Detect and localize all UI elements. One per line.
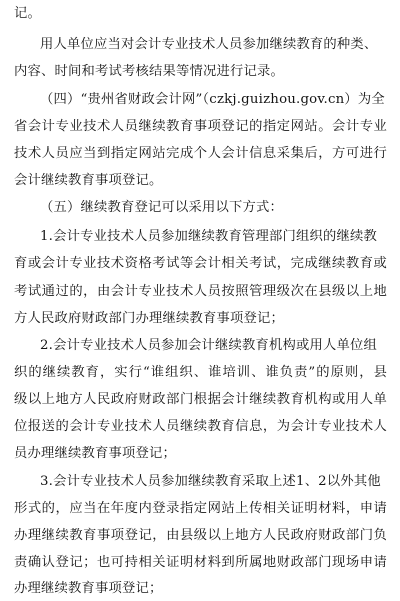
- text-line: 方人民政府财政部门办理继续教育事项登记；: [14, 311, 284, 326]
- text-line: 会计继续教育事项登记。: [14, 173, 163, 188]
- text-line: 级 以 上 地 方 人 民 政 府 财 政 部 门 根 据 会 计 继 续 教 育 机 构 或 用 人 单: [14, 392, 387, 407]
- text-line: 内容、时间和考试考核结果等情况进行记录。: [14, 64, 284, 79]
- text-line: 1.会计专业技术人员参加继续教育管理部门组织的继续教: [40, 229, 378, 244]
- text-line: 办 理 继 续 教 育 事 项 登 记 ， 由 县 级 以 上 地 方 人 民 政 府 财 政 部 门 负: [14, 528, 387, 543]
- text-line: 织 的 继 续 教 育 ， 实 行 “ 谁 组 织 、 谁 培 训 、 谁 负 责 ” 的 原 则 ， 县: [14, 365, 387, 380]
- text-line: 2.会计专业技术人员参加会计继续教育机构或用人单位组: [40, 338, 378, 353]
- text-line: 技 术 人 员 应 当 到 指 定 网 站 完 成 个 人 会 计 信 息 采 集 后 ， 方 可 进 行: [14, 146, 387, 161]
- text-line: 办理继续教育事项登记；: [14, 581, 163, 596]
- text-line: 3.会计专业技术人员参加继续教育采取上述1、2以外其他: [40, 474, 381, 489]
- text-line: 省 会 计 专 业 技 术 人 员 继 续 教 育 事 项 登 记 的 指 定 网 站 。 会 计 专 业: [14, 119, 387, 134]
- text-line: 考 试 通 过 的 ， 由 会 计 专 业 技 术 人 员 按 照 管 理 级 次 在 县 级 以 上 地: [14, 284, 387, 299]
- section-heading: （五）继续教育登记可以采用以下方式：: [40, 200, 283, 215]
- text-line: （四）“贵州省财政会计网”（czkj.guizhou.gov.cn）为全: [40, 92, 385, 107]
- text-line: 育 或 会 计 专 业 技 术 资 格 考 试 等 会 计 相 关 考 试 ， 完 成 继 续 教 育 或: [14, 256, 387, 271]
- text-line: 形 式 的 ， 应 当 在 年 度 内 登 录 指 定 网 站 上 传 相 关 证 明 材 料 ， 申 请: [14, 501, 387, 516]
- text-line: 责 确 认 登 记 ； 也 可 持 相 关 证 明 材 料 到 所 属 地 财 政 部 门 现 场 申 请: [14, 555, 387, 570]
- text-line: 记。: [14, 6, 41, 21]
- text-line: 位 报 送 的 会 计 专 业 技 术 人 员 继 续 教 育 信 息 ， 为 会 计 专 业 技 术 人: [14, 419, 387, 434]
- text-line: 用人单位应当对会计专业技术人员参加继续教育的种类、: [40, 37, 378, 52]
- text-line: 员办理继续教育事项登记；: [14, 446, 176, 461]
